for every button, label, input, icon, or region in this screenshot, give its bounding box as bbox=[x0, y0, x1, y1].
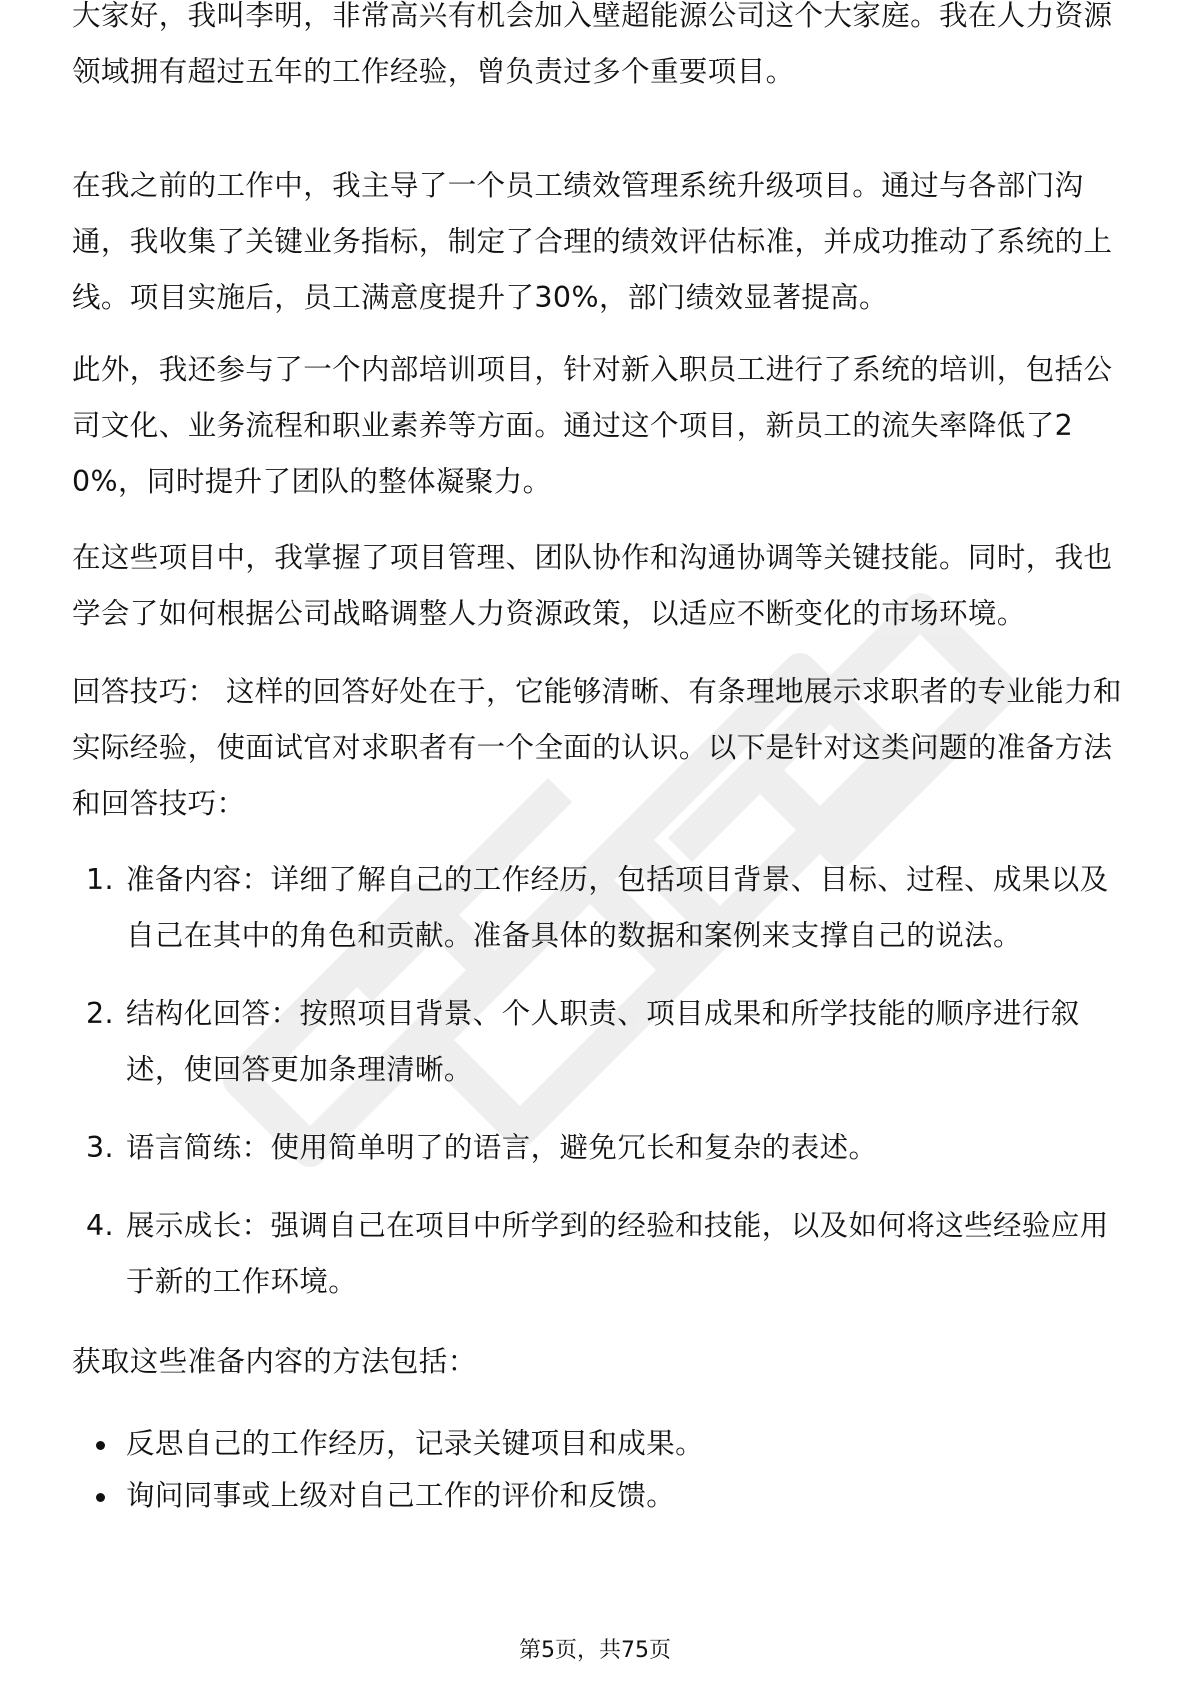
list-number: 4. bbox=[86, 1209, 114, 1242]
list-item-text: 结构化回答：按照项目背景、个人职责、项目成果和所学技能的顺序进行叙述，使回答更加条理清晰。 bbox=[126, 997, 1080, 1086]
paragraph-methods-intro: 获取这些准备内容的方法包括： bbox=[72, 1345, 477, 1378]
paragraph-project-training: 此外，我还参与了一个内部培训项目，针对新入职员工进行了系统的培训，包括公司文化、业务流程和职业素养等方面。通过这个项目，新员工的流失率降低了20%，同时提升了团队的整体凝聚力。 bbox=[72, 353, 1113, 498]
paragraph-intro: 大家好，我叫李明，非常高兴有机会加入壁超能源公司这个大家庭。我在人力资源领域拥有超过五年的工作经验，曾负责过多个重要项目。 bbox=[72, 0, 1113, 88]
list-item-text: 展示成长：强调自己在项目中所学到的经验和技能，以及如何将这些经验应用于新的工作环境。 bbox=[126, 1209, 1109, 1298]
paragraph-answer-tips: 回答技巧： 这样的回答好处在于，它能够清晰、有条理地展示求职者的专业能力和实际经验，使面试官对求职者有一个全面的认识。以下是针对这类问题的准备方法和回答技巧： bbox=[72, 675, 1122, 820]
paragraph-skills: 在这些项目中，我掌握了项目管理、团队协作和沟通协调等关键技能。同时，我也学会了如何根据公司战略调整人力资源政策，以适应不断变化的市场环境。 bbox=[72, 541, 1113, 630]
list-number: 2. bbox=[86, 997, 114, 1030]
list-number: 3. bbox=[86, 1131, 114, 1164]
paragraph-project-performance: 在我之前的工作中，我主导了一个员工绩效管理系统升级项目。通过与各部门沟通，我收集了关键业务指标，制定了合理的绩效评估标准，并成功推动了系统的上线。项目实施后，员工满意度提升了30%，部门绩效显著提高。 bbox=[72, 169, 1113, 314]
page-number-footer: 第5页，共75页 bbox=[519, 1638, 671, 1663]
bullet-icon bbox=[96, 1441, 105, 1450]
list-number: 1. bbox=[86, 863, 114, 896]
list-item-text: 准备内容：详细了解自己的工作经历，包括项目背景、目标、过程、成果以及自己在其中的角色和贡献。准备具体的数据和案例来支撑自己的说法。 bbox=[126, 863, 1109, 952]
list-item-text: 语言简练：使用简单明了的语言，避免冗长和复杂的表述。 bbox=[126, 1131, 878, 1164]
list-item-text: 询问同事或上级对自己工作的评价和反馈。 bbox=[126, 1479, 676, 1512]
bullet-icon bbox=[96, 1493, 105, 1502]
list-item-text: 反思自己的工作经历，记录关键项目和成果。 bbox=[126, 1427, 705, 1460]
